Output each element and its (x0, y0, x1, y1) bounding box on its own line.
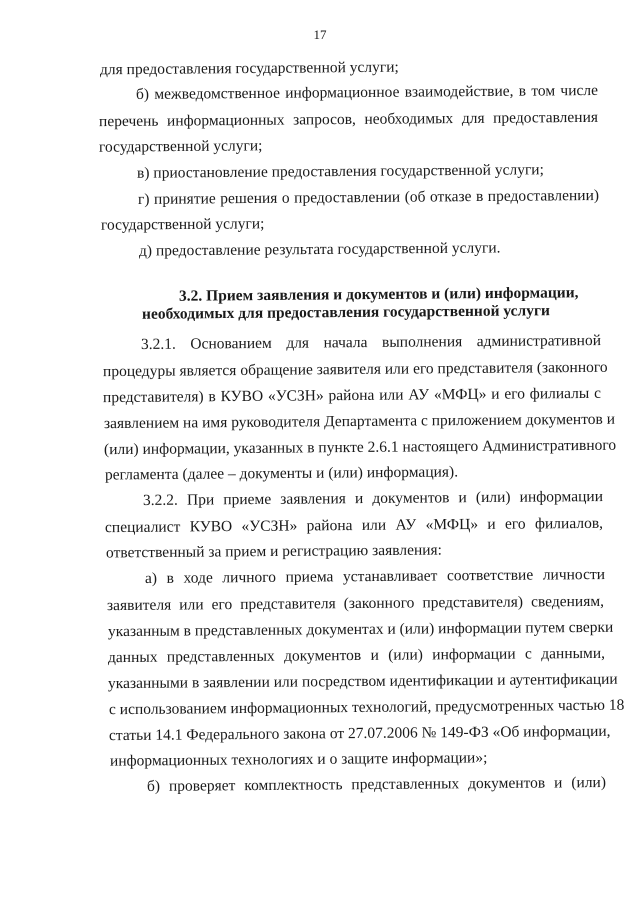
text-line: статьи 14.1 Федерального закона от 27.07.2006 № 149-ФЗ «Об информации, (108, 722, 611, 745)
text-line: б) межведомственное информационное взаимодействие, в том числе (135, 81, 599, 104)
text-line: в) приостановление предоставления государственной услуги; (136, 161, 544, 182)
page-number: 17 (313, 27, 327, 42)
text-line: перечень информационных запросов, необходимых для предоставления (98, 108, 599, 131)
text-line: заявлением на имя руководителя Департамента с приложением документов и (103, 410, 616, 433)
text-line: 3.2.1. Основанием для начала выполнения административной (140, 331, 602, 354)
text-line: указанными в заявлении или посредством идентификации и аутентификации (107, 670, 618, 693)
text-line: 3.2.2. При приеме заявления и документов и (или) информации (142, 487, 604, 510)
text-line: г) принятие решения о предоставлении (об отказе в предоставлении) (137, 186, 600, 209)
text-line: информационных технологиях и о защите информации»; (109, 749, 488, 770)
text-line: регламента (далее – документы и (или) информация). (104, 463, 459, 484)
section-heading: 3.2. Прием заявления и документов и (или) информации, (178, 284, 579, 305)
text-line: с использованием информационных технологий, предусмотренных частью 18 (108, 696, 625, 719)
text-line: государственной услуги; (100, 215, 265, 234)
text-line: представителя) в КУВО «УСЗН» района или АУ «МФЦ» и его филиалы с (102, 384, 602, 407)
section-heading: необходимых для предоставления государственной услуги (141, 302, 551, 323)
text-line: для предоставления государственной услуги; (99, 58, 399, 79)
text-line: данных представленных документов и (или) информации с данными, (107, 644, 606, 667)
text-line: б) проверяет комплектность представленных документов и (или) (146, 773, 607, 796)
text-line: государственной услуги; (98, 137, 263, 156)
text-line: ответственный за прием и регистрацию заявления: (105, 541, 443, 562)
text-line: д) предоставление результата государственной услуги. (138, 239, 501, 260)
text-line: указанным в представленных документах и (или) информации путем сверки (107, 618, 614, 641)
text-line: а) в ходе личного приема устанавливает соответствие личности (144, 565, 606, 588)
text-line: процедуры является обращение заявителя или его представителя (законного (102, 358, 608, 381)
text-line: специалист КУВО «УСЗН» района или АУ «МФЦ» и его филиалов, (104, 514, 604, 537)
text-line: (или) информации, указанных в пункте 2.6.1 настоящего Административного (103, 436, 617, 459)
text-line: заявителя или его представителя (законного представителя) сведениям, (106, 592, 605, 615)
